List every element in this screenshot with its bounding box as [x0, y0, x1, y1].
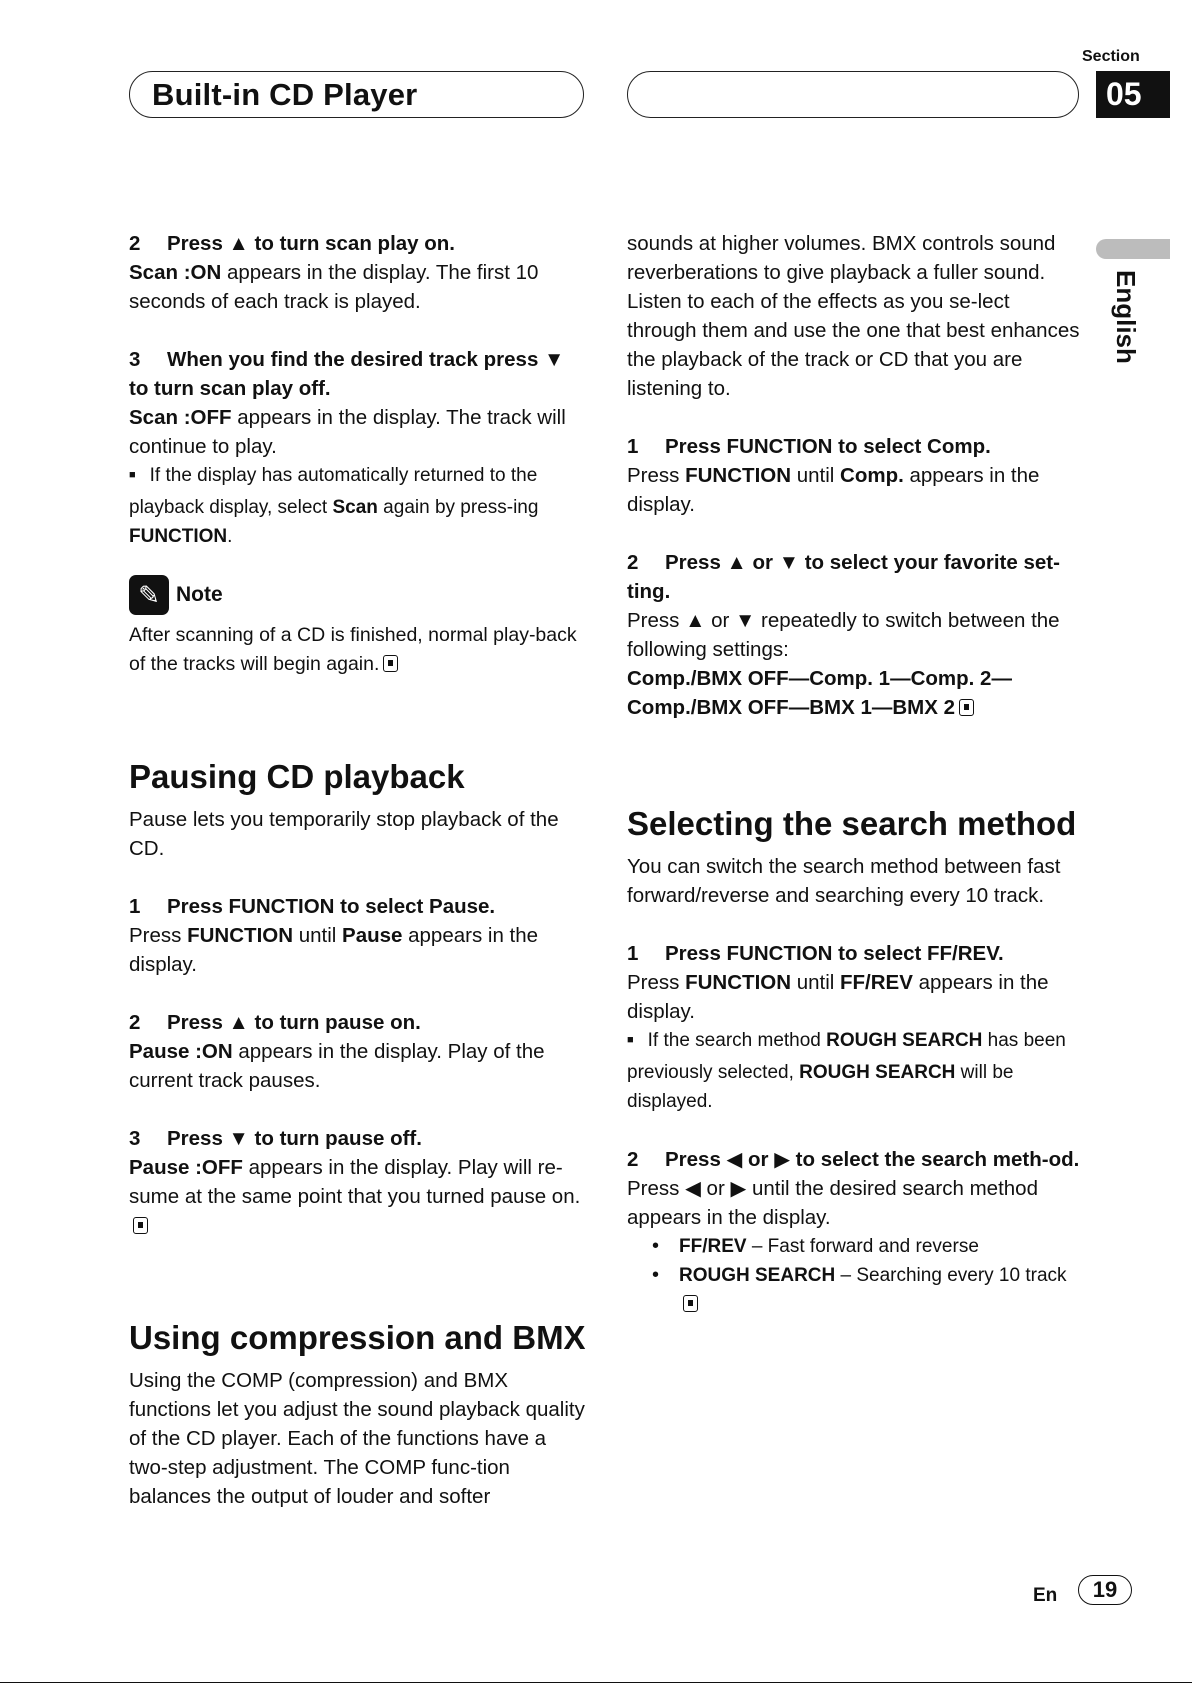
header-title-frame [129, 71, 584, 118]
end-mark-icon [133, 1217, 148, 1234]
scan-step-2-text: Scan :ON appears in the display. The first 10 seconds of each track is played. [129, 261, 539, 313]
search-intro: You can switch the search method between fast forward/reverse and searching every 10 track. [627, 855, 1061, 907]
comp-step-2-heading: 2 Press ▲ or ▼ to select your favorite set-ting. [627, 551, 1060, 603]
pause-step-1-text: Press FUNCTION until Pause appears in the display. [129, 924, 539, 976]
compression-intro-continued: sounds at higher volumes. BMX controls sound reverberations to give playback a fuller sound. Listen to each of the effects as you se-lect through them and use the one that best enhances the playback of the track or CD that you are listening to. [627, 232, 1080, 400]
end-mark-icon [959, 699, 974, 716]
header-title: Built-in CD Player [152, 77, 418, 112]
end-mark-icon [683, 1295, 698, 1312]
pause-step-2-heading: 2 Press ▲ to turn pause on. [129, 1011, 421, 1034]
pause-intro: Pause lets you temporarily stop playback of the CD. [129, 808, 559, 860]
note-text: After scanning of a CD is finished, normal play-back of the tracks will begin again. [129, 624, 577, 675]
section-label: Section [1082, 48, 1140, 65]
pause-step-1-heading: 1 Press FUNCTION to select Pause. [129, 895, 496, 918]
bottom-rule [0, 1682, 1192, 1683]
scan-step-2-heading: 2 Press ▲ to turn scan play on. [129, 232, 456, 255]
search-step-1-text: Press FUNCTION until FF/REV appears in the display. [627, 971, 1049, 1023]
footer-language-code: En [1033, 1585, 1058, 1606]
section-number: 05 [1096, 71, 1170, 118]
search-step-1-heading: 1 Press FUNCTION to select FF/REV. [627, 942, 1004, 965]
language-label: English [1111, 270, 1141, 364]
search-options-list [627, 1232, 1082, 1319]
pause-step-3-text: Pause :OFF appears in the display. Play will re-sume at the same point that you turned pause on. [129, 1153, 589, 1240]
language-tab [1096, 239, 1170, 259]
list-item: • FF/REV – Fast forward and reverse [679, 1232, 1082, 1261]
search-step-2-text: Press ◀ or ▶ until the desired search method appears in the display. [627, 1177, 1038, 1229]
search-step-1-bullet: ■ If the search method ROUGH SEARCH has been previously selected, ROUGH SEARCH will be displayed. [627, 1026, 1082, 1116]
comp-settings-line-2: Comp./BMX OFF—BMX 1—BMX 2 [627, 693, 1082, 722]
note-label: Note [176, 583, 223, 606]
scan-step-3-bullet: ■ If the display has automatically returned to the playback display, select Scan again by press-ing FUNCTION. [129, 461, 589, 551]
scan-step-3-text: Scan :OFF appears in the display. The track will continue to play. [129, 406, 566, 458]
note-pencil-icon: ✎ [129, 575, 169, 615]
left-column [129, 229, 589, 1511]
comp-settings-line-1: Comp./BMX OFF—Comp. 1—Comp. 2— [627, 667, 1012, 690]
comp-step-2-text: Press ▲ or ▼ repeatedly to switch between the following settings: [627, 609, 1060, 661]
note-header [129, 573, 589, 617]
pause-step-3-heading: 3 Press ▼ to turn pause off. [129, 1127, 422, 1150]
pause-heading: Pausing CD playback [129, 758, 465, 795]
right-column [627, 229, 1082, 1319]
search-step-2-heading: 2 Press ◀ or ▶ to select the search meth-od. [627, 1148, 1080, 1171]
compression-intro: Using the COMP (compression) and BMX functions let you adjust the sound playback quality of the CD player. Each of the functions have a two-step adjustment. The COMP func-tion balances the output of louder and softer [129, 1369, 585, 1508]
compression-heading: Using compression and BMX [129, 1319, 586, 1356]
pause-step-2-text: Pause :ON appears in the display. Play of the current track pauses. [129, 1040, 545, 1092]
end-mark-icon [383, 655, 398, 672]
header-blank-frame [627, 71, 1079, 118]
comp-step-1-text: Press FUNCTION until Comp. appears in the display. [627, 464, 1040, 516]
search-heading: Selecting the search method [627, 805, 1077, 842]
scan-step-3-heading: 3 When you find the desired track press ▼ to turn scan play off. [129, 348, 565, 400]
list-item: • ROUGH SEARCH – Searching every 10 track [679, 1261, 1082, 1319]
page-number: 19 [1078, 1575, 1132, 1605]
comp-step-1-heading: 1 Press FUNCTION to select Comp. [627, 435, 991, 458]
